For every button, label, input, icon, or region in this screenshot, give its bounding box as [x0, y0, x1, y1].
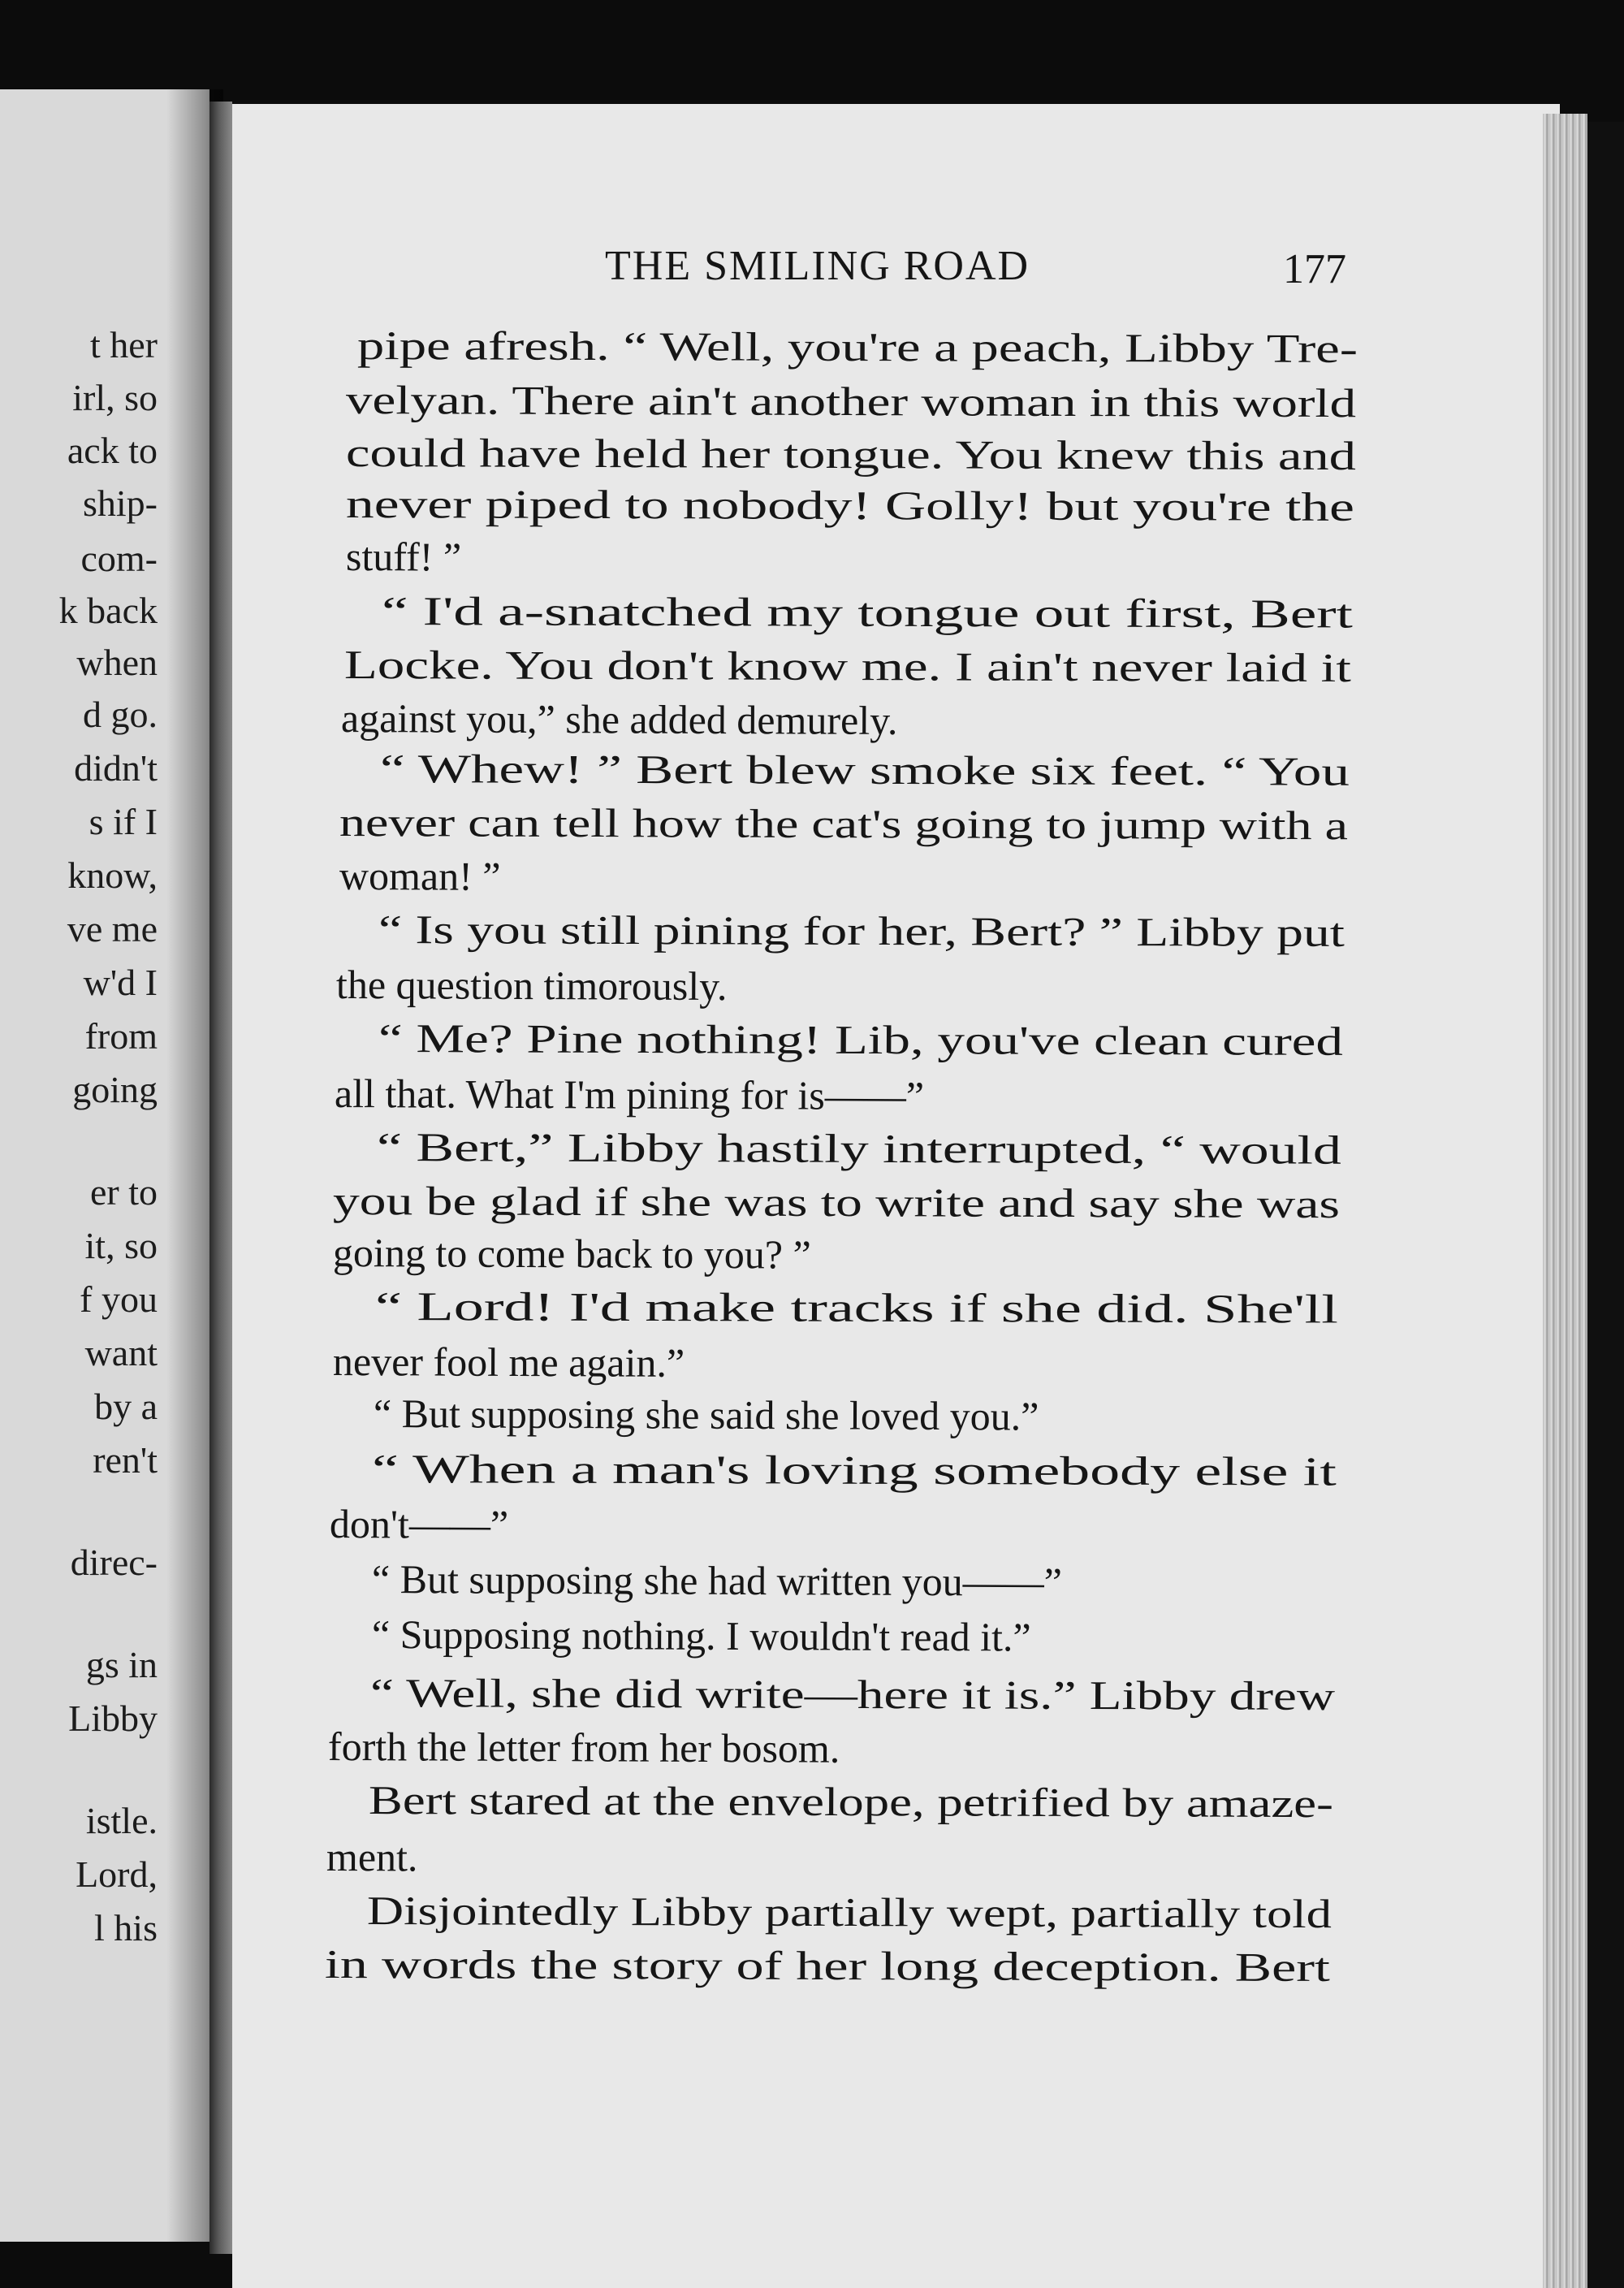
text-line: never can tell how the cat's going to jump with a	[339, 799, 1349, 849]
previous-page-fragment: w'd I	[83, 962, 158, 1003]
text-line: “ I'd a-snatched my tongue out first, Bert	[381, 588, 1354, 637]
text-line: the question timorously.	[335, 962, 728, 1010]
text-line: woman! ”	[339, 853, 501, 899]
previous-page-fragment: er to	[89, 1171, 158, 1213]
previous-page-fragment: it, so	[84, 1225, 158, 1266]
running-head: THE SMILING ROAD	[605, 243, 1030, 289]
previous-page-fragment: istle.	[85, 1800, 158, 1841]
previous-page-fragment: com-	[80, 538, 158, 579]
previous-page-fragment: know,	[67, 854, 158, 896]
text-line: “ But supposing she had written you——”	[371, 1556, 1063, 1605]
text-line: pipe afresh. “ Well, you're a peach, Libby Tre-	[356, 322, 1358, 372]
text-line: Disjointedly Libby partially wept, partially told	[366, 1888, 1332, 1937]
text-line: “ When a man's loving somebody else it	[371, 1446, 1337, 1494]
previous-page-fragment: didn't	[74, 747, 158, 789]
scan-background	[1587, 122, 1624, 2288]
previous-page-fragment: f you	[80, 1278, 158, 1320]
text-line: never fool me again.”	[332, 1339, 685, 1386]
previous-page-fragment: from	[84, 1015, 158, 1057]
text-line: don't——”	[329, 1501, 509, 1547]
text-line: “ Me? Pine nothing! Lib, you've clean cured	[378, 1015, 1344, 1064]
text-line: stuff! ”	[345, 534, 462, 580]
previous-page-fragment: when	[76, 642, 158, 683]
text-line: could have held her tongue. You knew this and	[345, 430, 1357, 479]
text-line: ment.	[326, 1834, 418, 1880]
previous-page-fragment: k back	[58, 590, 158, 631]
book-gutter	[209, 102, 232, 2254]
text-line: in words the story of her long deception. Bert	[324, 1941, 1331, 1990]
text-line: Locke. You don't know me. I ain't never laid it	[343, 642, 1352, 691]
text-line: going to come back to you? ”	[332, 1230, 811, 1278]
text-line: never piped to nobody! Golly! but you're the	[345, 481, 1355, 530]
text-line: “ Supposing nothing. I wouldn't read it.”	[371, 1611, 1031, 1660]
previous-page-fragment: ship-	[83, 482, 158, 524]
previous-page-fragment: ren't	[93, 1439, 158, 1481]
page-number: 177	[1283, 246, 1346, 292]
previous-page-fragment: by a	[94, 1386, 158, 1427]
previous-page-fragment: l his	[94, 1907, 158, 1948]
previous-page-fragment: direc-	[70, 1542, 158, 1583]
previous-page-fragment: ack to	[67, 430, 158, 471]
previous-page-fragment: d go.	[83, 694, 158, 735]
text-line: you be glad if she was to write and say she was	[332, 1178, 1341, 1227]
previous-page-fragment: irl, so	[72, 377, 158, 418]
text-line: “ Is you still pining for her, Bert? ” Libby put	[378, 906, 1345, 955]
previous-page-fragment: s if I	[89, 801, 158, 842]
previous-page-fragment: Libby	[68, 1698, 158, 1739]
previous-page-fragment: Lord,	[76, 1853, 158, 1895]
previous-page-fragment: want	[84, 1332, 158, 1373]
previous-page-fragment: ve me	[67, 908, 158, 949]
text-line: Bert stared at the envelope, petrified by amaze-	[368, 1777, 1334, 1827]
text-line: “ But supposing she said she loved you.”	[373, 1391, 1039, 1439]
text-line: all that. What I'm pining for is——”	[334, 1070, 925, 1119]
text-line: “ Whew! ” Bert blew smoke six feet. “ You	[379, 746, 1350, 794]
text-line: velyan. There ain't another woman in this world	[345, 377, 1357, 426]
previous-page-fragment: t her	[89, 324, 158, 365]
previous-page-fragment: going	[72, 1069, 158, 1110]
text-line: “ Bert,” Libby hastily interrupted, “ would	[376, 1124, 1342, 1173]
text-line: against you,” she added demurely.	[340, 695, 898, 743]
text-line: “ Lord! I'd make tracks if she did. She'll	[374, 1283, 1339, 1332]
text-line: forth the letter from her bosom.	[327, 1724, 840, 1771]
text-line: “ Well, she did write—here it is.” Libby drew	[369, 1670, 1336, 1719]
previous-page-fragment: gs in	[85, 1644, 158, 1685]
page-edges	[1543, 114, 1587, 2288]
